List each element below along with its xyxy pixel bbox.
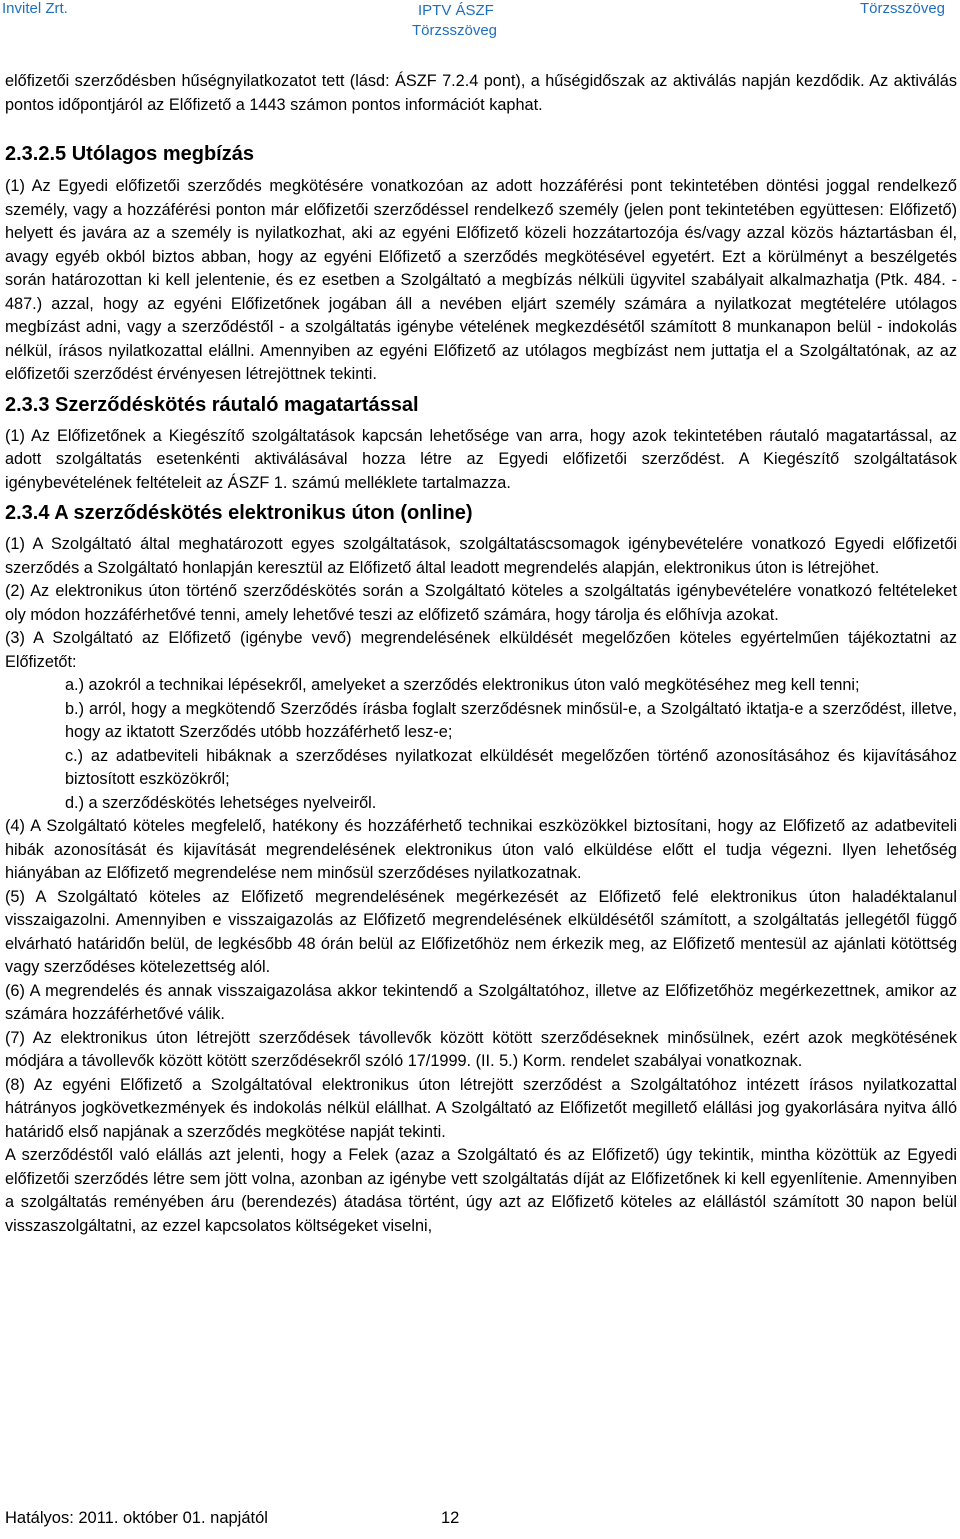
section-234-item-d: d.) a szerződéskötés lehetséges nyelveiről.: [65, 793, 377, 812]
section-2325-heading: 2.3.2.5 Utólagos megbízás: [5, 143, 254, 165]
section-234-paragraph-5: (5) A Szolgáltató köteles az Előfizető megrendelésének megérkezését az Előfizető felé elektronikus úton haladéktalanul visszaigazolni. Amennyiben e visszaigazolás az Előfizető megrendelésének elküldésétől számított, a szolgáltatás jellegétől függő elvárható határidőn belül, de legkésőbb 48 órán belül az Előfizetőhöz nem érkezik meg, az Előfizető mentesül az ajánlati kötöttség vagy szerződéses kötelezettség alól.: [5, 887, 957, 976]
section-233-paragraph-1: (1) Az Előfizetőnek a Kiegészítő szolgáltatások kapcsán lehetősége van arra, hogy azok tekintetében ráutaló magatartással, az adott szolgáltatás esetenkénti aktiválásával hozza létre az Egyedi előfizetői szerződést. A Kiegészítő szolgáltatások igénybevételének feltételeit az ÁSZF 1. számú melléklete tartalmazza.: [5, 426, 957, 492]
page-footer: [0, 1509, 960, 1533]
intro-paragraph: előfizetői szerződésben hűségnyilatkozatot tett (lásd: ÁSZF 7.2.4 pont), a hűségidőszak az aktiválás napján kezdődik. Az aktiválás pontos időpontjáról az Előfizető a 1443 számon pontos információt kaphat.: [5, 72, 957, 114]
page-header: [0, 0, 960, 40]
section-234-paragraph-4: (4) A Szolgáltató köteles megfelelő, hatékony és hozzáférhető technikai eszközökkel biztosítani, hogy az Előfizető az adatbeviteli hibák azonosítását és kijavítását megrendelésének elektronikus úton való elküldése előtt el tudja végezni. Ilyen lehetőség hiányában az Előfizető megrendelése nem minősül szerződéses nyilatkozatnak.: [5, 817, 957, 882]
section-234-paragraph-2: (2) Az elektronikus úton történő szerződéskötés során a Szolgáltató köteles a szolgáltatás igénybevételére vonatkozó feltételeket oly módon hozzáférhetővé tenni, amely lehetővé teszi az előfizető számára, hogy tárolja és előhívja azokat.: [5, 582, 957, 624]
header-document-title: IPTV ÁSZF: [418, 2, 494, 19]
section-234-paragraph-8: (8) Az egyéni Előfizető a Szolgáltatóval elektronikus úton létrejött szerződést a Szolgáltatóhoz intézett írásos nyilatkozattal hátrányos jogkövetkezmények és indokolás nélkül elállhat. A Szolgáltató az Előfizetőt megillető elállási jog gyakorlására nyitva álló határidő első napjának a szerződés megkötése napját tekinti.: [5, 1075, 957, 1141]
document-body: [5, 70, 957, 1238]
header-company: Invitel Zrt.: [2, 0, 68, 17]
section-234-paragraph-1: (1) A Szolgáltató által meghatározott egyes szolgáltatások, szolgáltatáscsomagok igénybevételére vonatkozó Egyedi előfizetői szerződés a Szolgáltató honlapján keresztül az Előfizető által leadott megrendelés alapján, elektronikus úton is létrejöhet.: [5, 535, 957, 577]
section-234-item-a: a.) azokról a technikai lépésekről, amelyeket a szerződés elektronikus úton való megkötéséhez meg kell tenni;: [65, 676, 860, 694]
section-234-item-b: b.) arról, hogy a megkötendő Szerződés írásba foglalt szerződésnek minősül-e, a Szolgáltató iktatja-e a szerződést, illetve, hogy az iktatott Szerződés utóbb hozzáférhető lesz-e;: [65, 699, 957, 741]
section-234-paragraph-7: (7) Az elektronikus úton létrejött szerződések távollevők között kötött szerződéseknek minősülnek, ezért azok megkötésének módjára a távollevők között kötött szerződésekről szóló 17/1999. (II. 5.) Korm. rendelet szabályai vonatkoznak.: [5, 1028, 957, 1070]
footer-page-number: 12: [441, 1509, 460, 1527]
section-234-paragraph-6: (6) A megrendelés és annak visszaigazolása akkor tekintendő a Szolgáltatóhoz, illetve az Előfizetőhöz megérkezettnek, amikor az számára hozzáférhetővé válik.: [5, 981, 957, 1023]
section-233-heading: 2.3.3 Szerződéskötés ráutaló magatartással: [5, 393, 419, 416]
section-2325-paragraph-1: (1) Az Egyedi előfizetői szerződés megkötésére vonatkozóan az adott hozzáférési pont tekintetében döntési joggal rendelkező személy, vagy a hozzáférési ponton már előfizetői szerződéssel rendelkező személy (jelen pont tekintetében együttesen: Előfizető) helyett és javára az a személy is nyilatkozhat, aki az egyéni Előfizető közeli hozzátartozója és/vagy azzal közös háztartásban él, avagy egyéb okból biztos abban, hogy az egyéni Előfizető a szerződés megkötésével egyetért. Ezt a körülményt a beszélgetés során határozottan ki kell jelentenie, és ez esetben a Szolgáltató a megbízás nélküli ügyvitel szabályait alkalmazhatja (Ptk. 484. - 487.) azzal, hogy az egyéni Előfizetőnek jogában áll a nevében eljárt személy számára a nyilatkozat megtételére utólagos megbízást adni, vagy a szerződéstől - a szolgáltatás igénybe vételének megkezdésétől számított 8 munkanapon belül - indokolás nélkül, írásos nyilatkozattal elállni. Amennyiben az egyéni Előfizető az utólagos megbízást nem juttatja el a Szolgáltatónak, az az előfizetői szerződést érvényesen létrejöttnek tekinti.: [5, 177, 957, 383]
footer-effective-date: Hatályos: 2011. október 01. napjától: [5, 1509, 268, 1527]
section-234-paragraph-3: (3) A Szolgáltató az Előfizető (igénybe vevő) megrendelésének elküldését megelőzően köteles egyértelműen tájékoztatni az Előfizetőt:: [5, 629, 957, 671]
section-234-item-c: c.) az adatbeviteli hibáknak a szerződéses nyilatkozat elküldését megelőzően történő azonosításához és kijavításához biztosított eszközökről;: [65, 746, 957, 788]
header-document-subtitle: Törzsszöveg: [412, 22, 498, 39]
section-234-heading: 2.3.4 A szerződéskötés elektronikus úton (online): [5, 502, 473, 524]
header-section-label: Törzsszöveg: [860, 0, 946, 17]
section-234-paragraph-9: A szerződéstől való elállás azt jelenti, hogy a Felek (azaz a Szolgáltató és az Előfizető) úgy tekintik, mintha közöttük az Egyedi előfizetői szerződés létre sem jött volna, azonban az igénybe vett szolgáltatás díját az Előfizetőnek ki kell egyenlítenie. Amennyiben a szolgáltatás reményében áru (berendezés) átadása történt, úgy azt az Előfizető köteles az elállástól számított 30 napon belül visszaszolgáltatni, az ezzel kapcsolatos költségeket viselni,: [5, 1146, 957, 1235]
